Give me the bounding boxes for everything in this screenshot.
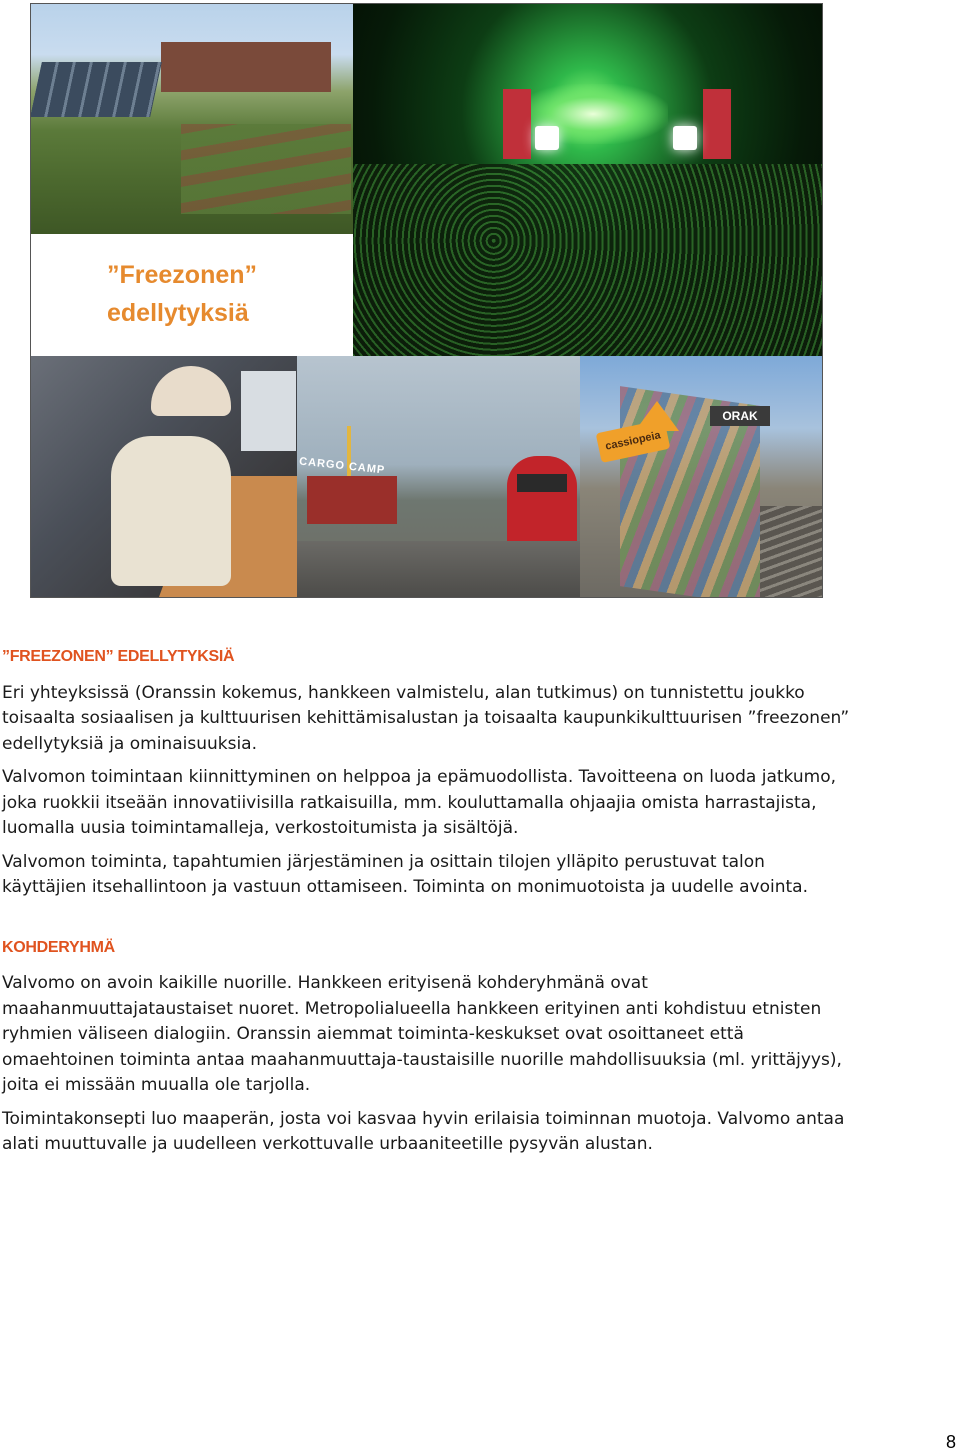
person-cap (151, 366, 231, 416)
paragraph: Valvomon toimintaan kiinnittyminen on helppoa ja epämuodollista. Tavoitteena on luoda jatkumo, joka ruokkii itseään innovatiivisilla ratkaisuilla, mm. kouluttamalla ohjaajia omista harrastajista, luomalla uusia toimintamalleja, verkostoitumista ja sisältöjä. (2, 767, 836, 838)
section-heading-freezonen: ”FREEZONEN” EDELLYTYKSIÄ (2, 648, 235, 665)
studio-monitor (241, 371, 296, 451)
spotlight-right (673, 126, 697, 150)
person-at-desk (111, 436, 231, 586)
document-text (2, 644, 852, 1166)
crowd (353, 164, 822, 356)
speaker-tower-right (703, 89, 731, 159)
solar-panels (31, 62, 162, 117)
collage-title (107, 256, 347, 332)
graffiti-street-photo (580, 356, 822, 597)
paragraph: Valvomon toiminta, tapahtumien järjestäminen ja osittain tilojen ylläpito perustuvat talon käyttäjien itsehallintoon ja vastuun ottamiseen. Toiminta on monimuotoista ja uudelle avointa. (2, 851, 808, 897)
cargo-camp-sign: CARGO CAMP (298, 455, 386, 477)
collage-title-line2: edellytyksiä (107, 299, 249, 327)
spotlight-left (535, 126, 559, 150)
rooftop-garden-photo (31, 4, 353, 234)
street-sign: cassiopeia (596, 419, 671, 463)
collage-title-panel (31, 234, 353, 356)
concert-crowd-photo (353, 4, 822, 356)
page-number: 8 (945, 1432, 956, 1452)
cargo-camp-photo (297, 356, 580, 597)
bus-window (517, 474, 567, 492)
red-bus (507, 456, 577, 546)
paragraph: Valvomo on avoin kaikille nuorille. Hankkeen erityisenä kohderyhmänä ovat maahanmuuttajataustaiset nuoret. Metropolialueella hankkeen erityinen anti kohdistuu etnisten ryhmien väliseen dialogiin. Oranssin aiemmat toiminta-keskukset ovat osoittaneet että omaehtoinen toiminta antaa maahanmuuttaja-taustaisille nuorille mahdollisuuksia (ml. yrittäjyys), joita ei missään muualla ole tarjolla. (2, 973, 842, 1095)
speaker-tower-left (503, 89, 531, 159)
music-studio-photo (31, 356, 297, 597)
rail-tracks (760, 506, 822, 597)
cargo-ground (297, 541, 580, 597)
collage-title-line1: ”Freezonen” (107, 261, 258, 289)
section-heading-kohderyhma: KOHDERYHMÄ (2, 938, 115, 956)
photo-collage (30, 3, 823, 598)
paragraph: Toimintakonsepti luo maaperän, josta voi kasvaa hyvin erilaisia toiminnan muotoja. Valvomo antaa alati muuttuvalle ja uudelleen verkottuvalle urbaaniteetille pysyvän alustan. (2, 1108, 845, 1154)
building-sign: ORAK (710, 406, 770, 426)
garden-beds (181, 124, 351, 214)
paragraph: Eri yhteyksissä (Oranssin kokemus, hankkeen valmistelu, alan tutkimus) on tunnistettu joukko toisaalta sosiaalisen ja kulttuurisen kehittämisalustan ja toisaalta kaupunkikulttuurisen ”freezonen” edellytyksiä ja ominaisuuksia. (2, 682, 850, 754)
red-container (307, 476, 397, 524)
garden-building (161, 42, 331, 92)
